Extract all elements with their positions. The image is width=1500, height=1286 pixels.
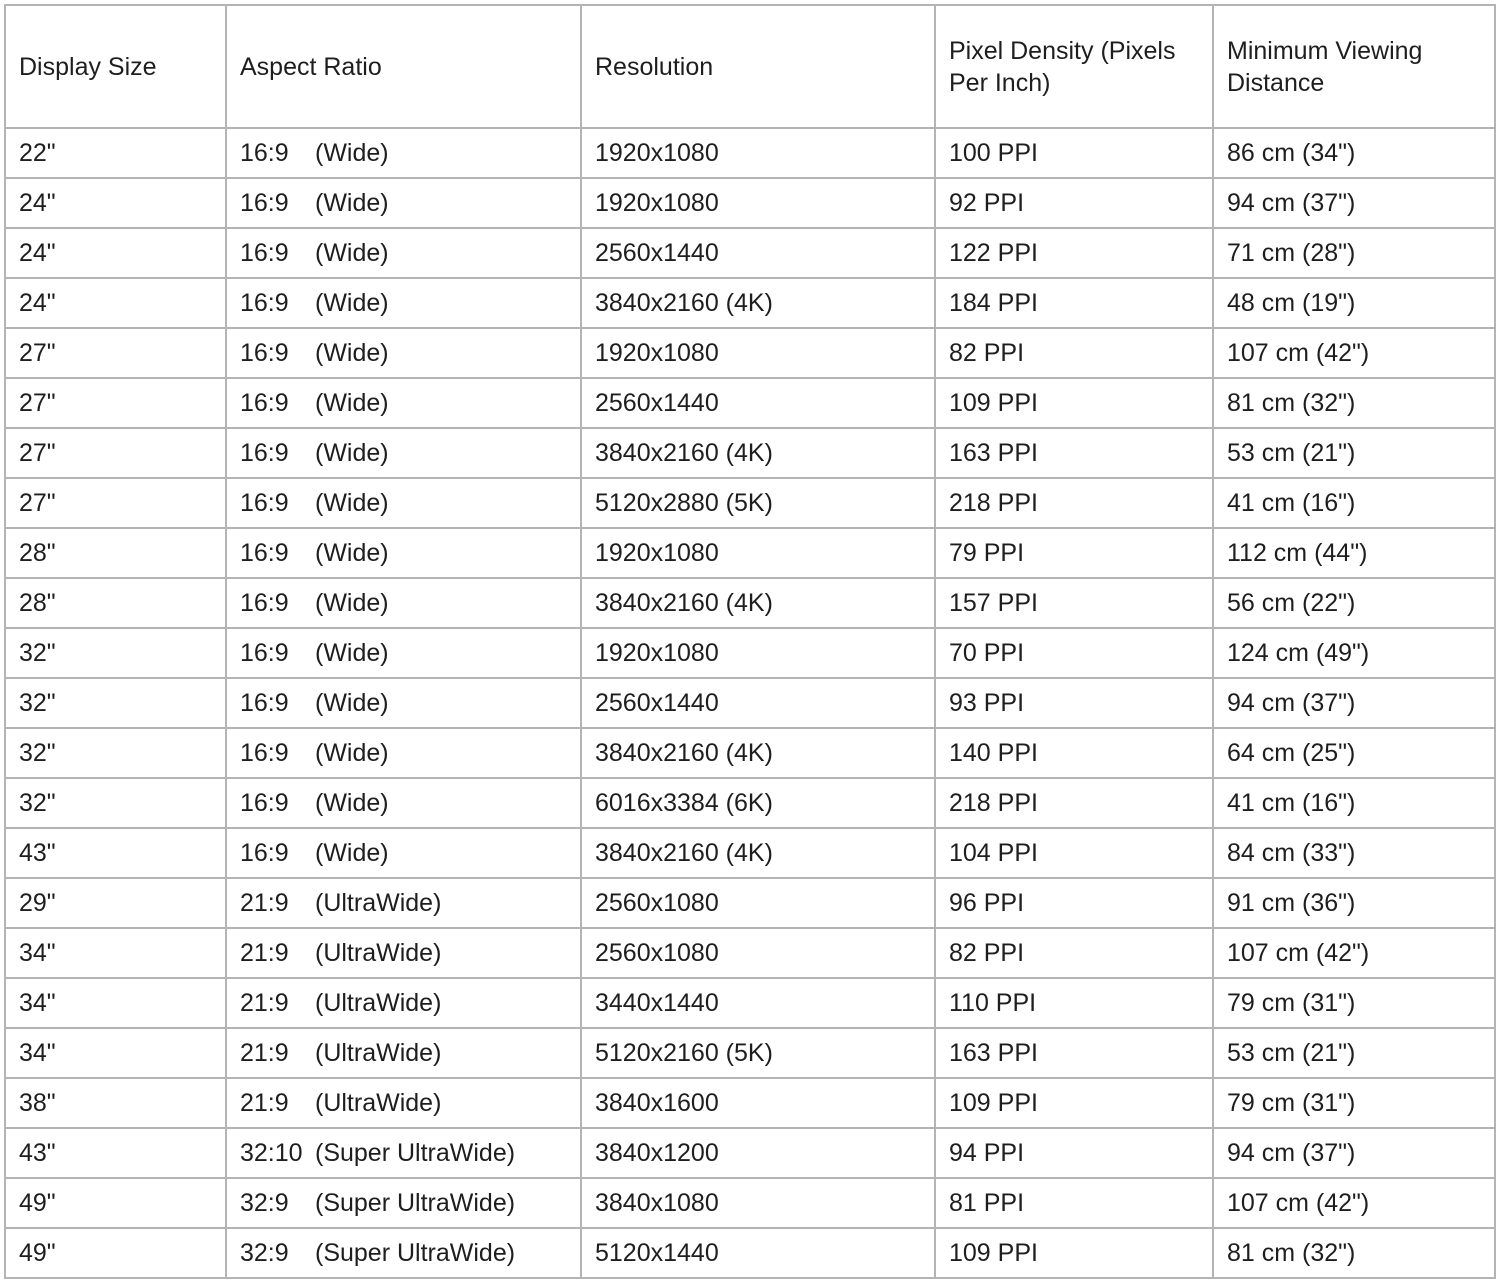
pixel-density-value: 140 PPI	[949, 739, 1038, 767]
aspect-ratio-label: (Wide)	[315, 689, 389, 717]
resolution-value: 3840x2160 (4K)	[595, 839, 773, 867]
pixel-density-value: 163 PPI	[949, 439, 1038, 467]
aspect-ratio-value: 21:9	[240, 989, 289, 1017]
cell-resolution	[581, 228, 935, 278]
aspect-ratio-value: 21:9	[240, 1089, 289, 1117]
table-row	[5, 428, 1495, 478]
aspect-ratio-label: (Super UltraWide)	[315, 1239, 516, 1267]
cell-pixel-density	[935, 528, 1213, 578]
display-spec-table	[4, 4, 1496, 1279]
pixel-density-value: 70 PPI	[949, 639, 1025, 667]
cell-aspect-ratio	[226, 628, 581, 678]
table-row	[5, 1178, 1495, 1228]
cell-aspect-ratio	[226, 328, 581, 378]
cell-resolution	[581, 828, 935, 878]
cell-pixel-density	[935, 778, 1213, 828]
cell-resolution	[581, 528, 935, 578]
cell-display-size	[5, 828, 226, 878]
cell-resolution	[581, 628, 935, 678]
display-size-value: 27"	[19, 339, 56, 367]
cell-aspect-ratio	[226, 128, 581, 178]
pixel-density-value: 93 PPI	[949, 689, 1025, 717]
cell-aspect-ratio	[226, 828, 581, 878]
cell-pixel-density	[935, 578, 1213, 628]
cell-pixel-density	[935, 878, 1213, 928]
cell-resolution	[581, 1228, 935, 1278]
resolution-value: 3840x1600	[595, 1089, 719, 1117]
cell-display-size	[5, 1078, 226, 1128]
aspect-ratio-label: (Wide)	[315, 489, 389, 517]
cell-display-size	[5, 128, 226, 178]
viewing-distance-value: 84 cm (33")	[1227, 839, 1356, 867]
cell-resolution	[581, 1028, 935, 1078]
resolution-value: 2560x1080	[595, 889, 719, 917]
cell-pixel-density	[935, 828, 1213, 878]
cell-viewing-distance	[1213, 928, 1495, 978]
cell-resolution	[581, 1178, 935, 1228]
table-row	[5, 278, 1495, 328]
aspect-ratio-value: 16:9	[240, 389, 289, 417]
display-size-value: 24"	[19, 189, 56, 217]
cell-display-size	[5, 678, 226, 728]
cell-display-size	[5, 628, 226, 678]
aspect-ratio-value: 16:9	[240, 589, 289, 617]
resolution-value: 2560x1440	[595, 389, 719, 417]
cell-aspect-ratio	[226, 478, 581, 528]
aspect-ratio-label: (Wide)	[315, 139, 389, 167]
cell-display-size	[5, 428, 226, 478]
pixel-density-value: 96 PPI	[949, 889, 1025, 917]
resolution-value: 3840x2160 (4K)	[595, 739, 773, 767]
table-row	[5, 1128, 1495, 1178]
cell-viewing-distance	[1213, 1078, 1495, 1128]
cell-viewing-distance	[1213, 1178, 1495, 1228]
cell-viewing-distance	[1213, 778, 1495, 828]
cell-display-size	[5, 1228, 226, 1278]
table-row	[5, 728, 1495, 778]
aspect-ratio-label: (Wide)	[315, 389, 389, 417]
pixel-density-value: 79 PPI	[949, 539, 1025, 567]
cell-viewing-distance	[1213, 878, 1495, 928]
cell-aspect-ratio	[226, 1078, 581, 1128]
display-size-value: 27"	[19, 439, 56, 467]
aspect-ratio-value: 32:9	[240, 1239, 289, 1267]
aspect-ratio-label: (UltraWide)	[315, 989, 442, 1017]
viewing-distance-value: 94 cm (37")	[1227, 1139, 1356, 1167]
pixel-density-value: 184 PPI	[949, 289, 1038, 317]
table-body	[5, 128, 1495, 1278]
cell-display-size	[5, 178, 226, 228]
cell-aspect-ratio	[226, 878, 581, 928]
cell-display-size	[5, 928, 226, 978]
pixel-density-value: 109 PPI	[949, 1089, 1038, 1117]
pixel-density-value: 109 PPI	[949, 1239, 1038, 1267]
pixel-density-value: 94 PPI	[949, 1139, 1025, 1167]
cell-viewing-distance	[1213, 128, 1495, 178]
resolution-value: 3840x1080	[595, 1189, 719, 1217]
resolution-value: 3840x1200	[595, 1139, 719, 1167]
aspect-ratio-value: 16:9	[240, 189, 289, 217]
cell-pixel-density	[935, 428, 1213, 478]
cell-aspect-ratio	[226, 978, 581, 1028]
cell-aspect-ratio	[226, 228, 581, 278]
cell-pixel-density	[935, 1028, 1213, 1078]
table-row	[5, 1228, 1495, 1278]
aspect-ratio-value: 32:10	[240, 1139, 303, 1167]
cell-viewing-distance	[1213, 678, 1495, 728]
aspect-ratio-value: 16:9	[240, 739, 289, 767]
aspect-ratio-label: (UltraWide)	[315, 889, 442, 917]
cell-pixel-density	[935, 728, 1213, 778]
aspect-ratio-value: 16:9	[240, 639, 289, 667]
display-size-value: 32"	[19, 789, 56, 817]
header-display-size: Display Size	[5, 5, 226, 128]
cell-display-size	[5, 978, 226, 1028]
cell-viewing-distance	[1213, 478, 1495, 528]
cell-display-size	[5, 378, 226, 428]
aspect-ratio-value: 32:9	[240, 1189, 289, 1217]
viewing-distance-value: 112 cm (44")	[1227, 539, 1368, 567]
resolution-value: 3840x2160 (4K)	[595, 289, 773, 317]
pixel-density-value: 104 PPI	[949, 839, 1038, 867]
table-row	[5, 778, 1495, 828]
table-row	[5, 378, 1495, 428]
resolution-value: 1920x1080	[595, 539, 719, 567]
aspect-ratio-value: 21:9	[240, 1039, 289, 1067]
cell-aspect-ratio	[226, 278, 581, 328]
resolution-value: 3840x2160 (4K)	[595, 589, 773, 617]
pixel-density-value: 82 PPI	[949, 339, 1025, 367]
display-size-value: 28"	[19, 589, 56, 617]
cell-display-size	[5, 578, 226, 628]
aspect-ratio-label: (Wide)	[315, 639, 389, 667]
cell-pixel-density	[935, 1078, 1213, 1128]
table-row	[5, 578, 1495, 628]
aspect-ratio-value: 16:9	[240, 489, 289, 517]
cell-display-size	[5, 528, 226, 578]
cell-aspect-ratio	[226, 1228, 581, 1278]
cell-pixel-density	[935, 328, 1213, 378]
viewing-distance-value: 107 cm (42")	[1227, 1189, 1370, 1217]
cell-viewing-distance	[1213, 1028, 1495, 1078]
viewing-distance-value: 53 cm (21")	[1227, 439, 1356, 467]
aspect-ratio-label: (Wide)	[315, 189, 389, 217]
display-size-value: 27"	[19, 489, 56, 517]
cell-resolution	[581, 128, 935, 178]
viewing-distance-value: 79 cm (31")	[1227, 1089, 1356, 1117]
resolution-value: 1920x1080	[595, 339, 719, 367]
cell-display-size	[5, 878, 226, 928]
cell-pixel-density	[935, 178, 1213, 228]
display-size-value: 32"	[19, 739, 56, 767]
header-aspect-ratio: Aspect Ratio	[226, 5, 581, 128]
display-size-value: 43"	[19, 1139, 56, 1167]
cell-resolution	[581, 178, 935, 228]
cell-viewing-distance	[1213, 578, 1495, 628]
resolution-value: 1920x1080	[595, 139, 719, 167]
table-row	[5, 1028, 1495, 1078]
aspect-ratio-value: 16:9	[240, 789, 289, 817]
cell-pixel-density	[935, 1128, 1213, 1178]
aspect-ratio-value: 16:9	[240, 439, 289, 467]
display-size-value: 29"	[19, 889, 56, 917]
viewing-distance-value: 53 cm (21")	[1227, 1039, 1356, 1067]
cell-pixel-density	[935, 1178, 1213, 1228]
aspect-ratio-label: (Wide)	[315, 589, 389, 617]
cell-resolution	[581, 728, 935, 778]
aspect-ratio-value: 16:9	[240, 689, 289, 717]
display-size-value: 28"	[19, 539, 56, 567]
cell-viewing-distance	[1213, 1128, 1495, 1178]
table-row	[5, 928, 1495, 978]
header-row	[5, 5, 1495, 128]
viewing-distance-value: 81 cm (32")	[1227, 1239, 1356, 1267]
cell-viewing-distance	[1213, 1228, 1495, 1278]
table-row	[5, 978, 1495, 1028]
cell-resolution	[581, 578, 935, 628]
aspect-ratio-label: (UltraWide)	[315, 1039, 442, 1067]
aspect-ratio-value: 21:9	[240, 939, 289, 967]
aspect-ratio-value: 16:9	[240, 839, 289, 867]
cell-resolution	[581, 878, 935, 928]
viewing-distance-value: 81 cm (32")	[1227, 389, 1356, 417]
cell-aspect-ratio	[226, 578, 581, 628]
table-row	[5, 478, 1495, 528]
display-size-value: 27"	[19, 389, 56, 417]
cell-resolution	[581, 778, 935, 828]
viewing-distance-value: 91 cm (36")	[1227, 889, 1356, 917]
table-row	[5, 128, 1495, 178]
table-row	[5, 628, 1495, 678]
viewing-distance-value: 71 cm (28")	[1227, 239, 1356, 267]
resolution-value: 1920x1080	[595, 639, 719, 667]
viewing-distance-value: 79 cm (31")	[1227, 989, 1356, 1017]
cell-viewing-distance	[1213, 228, 1495, 278]
display-size-value: 32"	[19, 689, 56, 717]
pixel-density-value: 110 PPI	[949, 989, 1037, 1017]
cell-aspect-ratio	[226, 1178, 581, 1228]
viewing-distance-value: 48 cm (19")	[1227, 289, 1356, 317]
aspect-ratio-value: 16:9	[240, 339, 289, 367]
table-row	[5, 228, 1495, 278]
cell-aspect-ratio	[226, 728, 581, 778]
cell-aspect-ratio	[226, 1028, 581, 1078]
table-row	[5, 328, 1495, 378]
pixel-density-value: 92 PPI	[949, 189, 1025, 217]
cell-aspect-ratio	[226, 378, 581, 428]
cell-display-size	[5, 478, 226, 528]
cell-resolution	[581, 1128, 935, 1178]
pixel-density-value: 82 PPI	[949, 939, 1025, 967]
aspect-ratio-value: 16:9	[240, 289, 289, 317]
display-size-value: 49"	[19, 1189, 56, 1217]
resolution-value: 3840x2160 (4K)	[595, 439, 773, 467]
cell-display-size	[5, 328, 226, 378]
pixel-density-value: 157 PPI	[949, 589, 1038, 617]
display-size-value: 43"	[19, 839, 56, 867]
cell-viewing-distance	[1213, 728, 1495, 778]
cell-pixel-density	[935, 628, 1213, 678]
pixel-density-value: 109 PPI	[949, 389, 1038, 417]
cell-resolution	[581, 328, 935, 378]
aspect-ratio-label: (Wide)	[315, 339, 389, 367]
cell-display-size	[5, 228, 226, 278]
table-row	[5, 878, 1495, 928]
aspect-ratio-label: (UltraWide)	[315, 939, 442, 967]
resolution-value: 5120x2160 (5K)	[595, 1039, 773, 1067]
cell-viewing-distance	[1213, 528, 1495, 578]
cell-pixel-density	[935, 278, 1213, 328]
viewing-distance-value: 56 cm (22")	[1227, 589, 1356, 617]
aspect-ratio-label: (Wide)	[315, 789, 389, 817]
header-viewing-distance: Minimum Viewing Distance	[1213, 5, 1495, 128]
cell-pixel-density	[935, 678, 1213, 728]
cell-aspect-ratio	[226, 678, 581, 728]
aspect-ratio-value: 16:9	[240, 239, 289, 267]
cell-resolution	[581, 678, 935, 728]
aspect-ratio-label: (Wide)	[315, 289, 389, 317]
aspect-ratio-value: 16:9	[240, 139, 289, 167]
table-header	[5, 5, 1495, 128]
aspect-ratio-label: (Wide)	[315, 439, 389, 467]
resolution-value: 2560x1080	[595, 939, 719, 967]
cell-viewing-distance	[1213, 378, 1495, 428]
table-row	[5, 528, 1495, 578]
viewing-distance-value: 94 cm (37")	[1227, 189, 1356, 217]
cell-display-size	[5, 1178, 226, 1228]
display-size-value: 49"	[19, 1239, 56, 1267]
cell-resolution	[581, 428, 935, 478]
aspect-ratio-label: (Wide)	[315, 239, 389, 267]
display-size-value: 24"	[19, 239, 56, 267]
cell-pixel-density	[935, 478, 1213, 528]
aspect-ratio-label: (Super UltraWide)	[315, 1189, 516, 1217]
aspect-ratio-value: 21:9	[240, 889, 289, 917]
viewing-distance-value: 124 cm (49")	[1227, 639, 1370, 667]
pixel-density-value: 218 PPI	[949, 489, 1038, 517]
display-size-value: 38"	[19, 1089, 56, 1117]
pixel-density-value: 163 PPI	[949, 1039, 1038, 1067]
cell-resolution	[581, 378, 935, 428]
cell-resolution	[581, 928, 935, 978]
cell-display-size	[5, 1028, 226, 1078]
display-size-value: 34"	[19, 1039, 56, 1067]
display-size-value: 34"	[19, 989, 56, 1017]
viewing-distance-value: 41 cm (16")	[1227, 489, 1356, 517]
aspect-ratio-value: 16:9	[240, 539, 289, 567]
aspect-ratio-label: (UltraWide)	[315, 1089, 442, 1117]
cell-aspect-ratio	[226, 528, 581, 578]
display-size-value: 22"	[19, 139, 56, 167]
viewing-distance-value: 64 cm (25")	[1227, 739, 1356, 767]
viewing-distance-value: 107 cm (42")	[1227, 339, 1370, 367]
pixel-density-value: 81 PPI	[949, 1189, 1025, 1217]
table-row	[5, 1078, 1495, 1128]
cell-display-size	[5, 1128, 226, 1178]
cell-aspect-ratio	[226, 178, 581, 228]
cell-aspect-ratio	[226, 928, 581, 978]
cell-aspect-ratio	[226, 778, 581, 828]
cell-pixel-density	[935, 928, 1213, 978]
viewing-distance-value: 107 cm (42")	[1227, 939, 1370, 967]
cell-aspect-ratio	[226, 428, 581, 478]
cell-viewing-distance	[1213, 178, 1495, 228]
resolution-value: 2560x1440	[595, 689, 719, 717]
cell-pixel-density	[935, 1228, 1213, 1278]
display-size-value: 24"	[19, 289, 56, 317]
cell-pixel-density	[935, 978, 1213, 1028]
cell-resolution	[581, 1078, 935, 1128]
aspect-ratio-label: (Wide)	[315, 839, 389, 867]
table-row	[5, 178, 1495, 228]
resolution-value: 5120x2880 (5K)	[595, 489, 773, 517]
cell-viewing-distance	[1213, 428, 1495, 478]
viewing-distance-value: 94 cm (37")	[1227, 689, 1356, 717]
viewing-distance-value: 86 cm (34")	[1227, 139, 1356, 167]
cell-pixel-density	[935, 378, 1213, 428]
cell-pixel-density	[935, 228, 1213, 278]
resolution-value: 3440x1440	[595, 989, 719, 1017]
viewing-distance-value: 41 cm (16")	[1227, 789, 1356, 817]
cell-resolution	[581, 278, 935, 328]
cell-aspect-ratio	[226, 1128, 581, 1178]
resolution-value: 6016x3384 (6K)	[595, 789, 773, 817]
table-row	[5, 678, 1495, 728]
cell-viewing-distance	[1213, 328, 1495, 378]
aspect-ratio-label: (Wide)	[315, 739, 389, 767]
resolution-value: 1920x1080	[595, 189, 719, 217]
aspect-ratio-label: (Wide)	[315, 539, 389, 567]
pixel-density-value: 218 PPI	[949, 789, 1038, 817]
pixel-density-value: 122 PPI	[949, 239, 1038, 267]
pixel-density-value: 100 PPI	[949, 139, 1038, 167]
cell-viewing-distance	[1213, 978, 1495, 1028]
resolution-value: 2560x1440	[595, 239, 719, 267]
resolution-value: 5120x1440	[595, 1239, 719, 1267]
cell-display-size	[5, 278, 226, 328]
display-size-value: 32"	[19, 639, 56, 667]
cell-display-size	[5, 778, 226, 828]
cell-display-size	[5, 728, 226, 778]
header-resolution: Resolution	[581, 5, 935, 128]
display-size-value: 34"	[19, 939, 56, 967]
cell-viewing-distance	[1213, 828, 1495, 878]
cell-resolution	[581, 478, 935, 528]
aspect-ratio-label: (Super UltraWide)	[315, 1139, 516, 1167]
cell-viewing-distance	[1213, 278, 1495, 328]
cell-resolution	[581, 978, 935, 1028]
cell-pixel-density	[935, 128, 1213, 178]
table-row	[5, 828, 1495, 878]
cell-viewing-distance	[1213, 628, 1495, 678]
header-pixel-density: Pixel Density (Pixels Per Inch)	[935, 5, 1213, 128]
